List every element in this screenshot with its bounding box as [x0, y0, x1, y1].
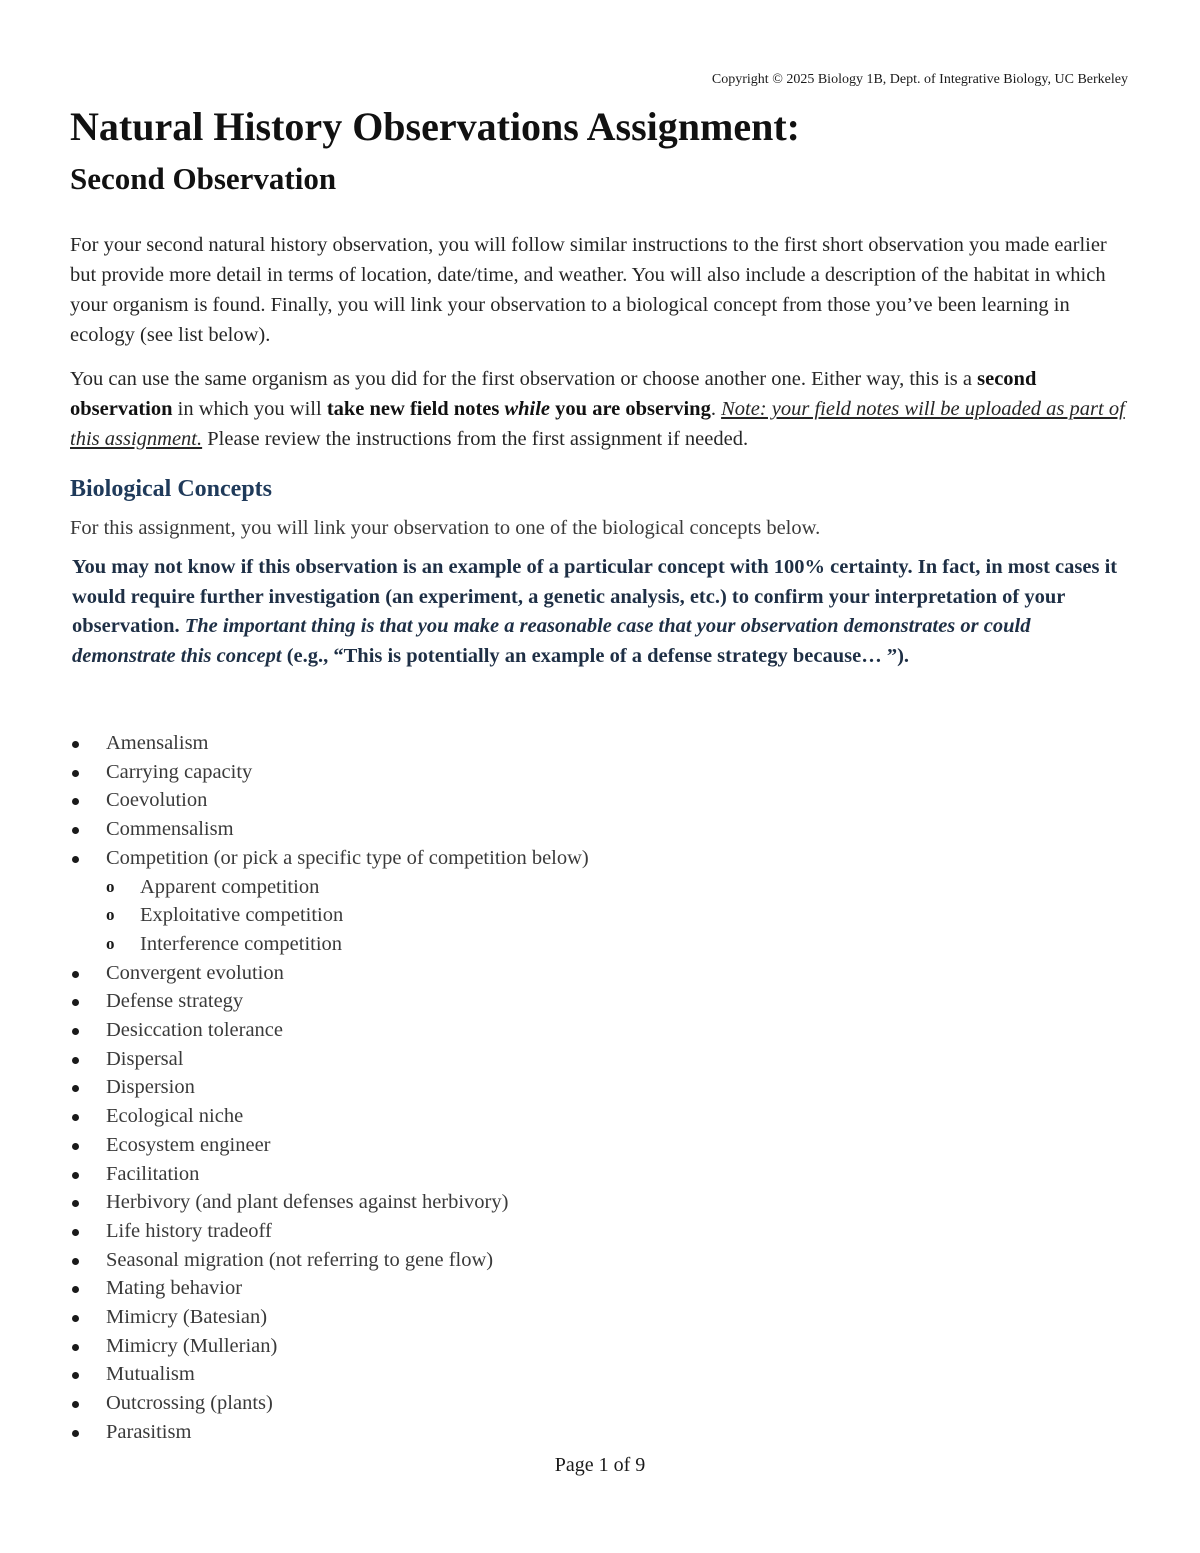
- document-title: Natural History Observations Assignment:: [70, 104, 800, 149]
- list-item: [70, 1332, 1070, 1361]
- concept-label: Herbivory (and plant defenses against herbivory): [106, 1191, 509, 1214]
- list-item: [70, 729, 1070, 758]
- text-run: You may not know if this observation is an example of a particular concept with 100% certainty. In fact, in most cases it would require further investigation (an experiment, a genetic analysis, etc.) to confirm your interpretation of your observation.: [72, 556, 1118, 637]
- list-item: [70, 1246, 1070, 1275]
- list-item: [70, 786, 1070, 815]
- competition-sublist: [70, 873, 1070, 959]
- concept-label: Life history tradeoff: [106, 1219, 272, 1242]
- bullet-icon: [72, 856, 79, 863]
- certainty-notice: [72, 553, 1132, 671]
- concept-label: Mutualism: [106, 1363, 195, 1386]
- list-item: [70, 844, 1070, 873]
- sub-list-item: [70, 873, 1070, 902]
- concept-label: Mimicry (Batesian): [106, 1306, 268, 1329]
- bullet-icon: [72, 971, 79, 978]
- section-heading: Biological Concepts: [70, 476, 272, 502]
- circle-bullet-icon: o: [106, 876, 115, 896]
- concept-label: Mimicry (Mullerian): [106, 1334, 278, 1357]
- concept-label: Exploitative competition: [140, 904, 344, 927]
- concept-label: Desiccation tolerance: [106, 1019, 284, 1041]
- bullet-icon: [72, 1286, 79, 1293]
- concept-list: [70, 729, 1070, 873]
- list-item: [70, 815, 1070, 844]
- list-item: [70, 987, 1070, 1016]
- document-subtitle: Second Observation: [70, 161, 337, 196]
- field-notes-note: Note: your field notes will be uploaded as part of this assignment.: [70, 398, 1125, 450]
- concept-label: Carrying capacity: [106, 760, 253, 783]
- list-item: [70, 1303, 1070, 1332]
- bullet-icon: [72, 1229, 79, 1236]
- text-run: You can use the same organism as you did for the first observation or choose another one. Either way, this is a: [70, 368, 978, 390]
- list-item: [70, 1418, 1070, 1447]
- bullet-icon: [72, 1085, 79, 1092]
- bold-italic-text: while: [504, 398, 551, 420]
- list-item: [70, 758, 1070, 787]
- bullet-icon: [72, 1200, 79, 1207]
- list-item: [70, 1389, 1070, 1418]
- copyright-notice: Copyright © 2025 Biology 1B, Dept. of Integrative Biology, UC Berkeley: [711, 72, 1128, 87]
- concept-label: Coevolution: [106, 789, 208, 812]
- bullet-icon: [72, 827, 79, 834]
- text-run: (e.g., “This is potentially an example of a defense strategy because… ”).: [281, 644, 910, 667]
- concept-label: Mating behavior: [106, 1277, 243, 1300]
- concept-label: Parasitism: [106, 1420, 192, 1443]
- text-run: in which you will: [172, 398, 327, 420]
- bullet-icon: [72, 999, 79, 1006]
- second-paragraph: [70, 364, 1130, 454]
- bullet-icon: [72, 741, 79, 748]
- bullet-icon: [72, 1372, 79, 1379]
- concept-label: Ecosystem engineer: [106, 1133, 271, 1156]
- list-item: [70, 1102, 1070, 1131]
- concept-label: Amensalism: [106, 732, 209, 754]
- list-item: [70, 1188, 1070, 1217]
- list-item: [70, 959, 1070, 988]
- italic-text: The important thing is that you make a reasonable case that your observation demonstrates or could demonstrate this concept: [72, 615, 1031, 667]
- concept-label: Dispersion: [106, 1076, 195, 1099]
- bullet-icon: [72, 770, 79, 777]
- bullet-icon: [72, 1258, 79, 1265]
- bullet-icon: [72, 798, 79, 805]
- bullet-icon: [72, 1315, 79, 1322]
- bullet-icon: [72, 1114, 79, 1121]
- concept-label: Outcrossing (plants): [106, 1392, 273, 1415]
- concept-label: Competition (or pick a specific type of competition below): [106, 846, 589, 869]
- text-run: .: [710, 398, 722, 420]
- list-item: [70, 1160, 1070, 1189]
- concept-label: Commensalism: [106, 818, 234, 841]
- concept-label: Ecological niche: [106, 1105, 244, 1128]
- text-run: Please review the instructions from the first assignment if needed.: [202, 428, 749, 450]
- concept-label: Dispersal: [106, 1047, 184, 1070]
- bullet-icon: [72, 1028, 79, 1035]
- list-item: [70, 1217, 1070, 1246]
- section-intro: For this assignment, you will link your observation to one of the biological concepts below.: [70, 517, 821, 539]
- concept-label: Interference competition: [140, 932, 343, 955]
- list-item: [70, 1360, 1070, 1389]
- sub-list-item: [70, 901, 1070, 930]
- list-item: [70, 1045, 1070, 1074]
- bullet-icon: [72, 1172, 79, 1179]
- bullet-icon: [72, 1430, 79, 1437]
- list-item: [70, 1274, 1070, 1303]
- bold-text: second observation: [70, 368, 1037, 420]
- bullet-icon: [72, 1057, 79, 1064]
- concept-label: Apparent competition: [140, 875, 320, 898]
- concept-list-continued: [70, 959, 1070, 1447]
- bullet-icon: [72, 1401, 79, 1408]
- intro-paragraph: For your second natural history observation, you will follow similar instructions to the first short observation you made earlier but provide more detail in terms of location, date/time, and weather. You will also include a description of the habitat in which your organism is found. Finally, you will link your observation to a biological concept from those you’ve been learning in ecology (see list below).: [70, 234, 1107, 346]
- circle-bullet-icon: o: [106, 905, 115, 925]
- bullet-icon: [72, 1143, 79, 1150]
- bold-text: you are observing: [550, 398, 711, 420]
- concept-label: Facilitation: [106, 1162, 200, 1185]
- bullet-icon: [72, 1344, 79, 1351]
- concept-label: Defense strategy: [106, 990, 244, 1013]
- circle-bullet-icon: o: [106, 933, 115, 953]
- intro-section: [70, 230, 1130, 468]
- sub-list-item: [70, 930, 1070, 959]
- list-item: [70, 1073, 1070, 1102]
- bold-text: take new field notes: [326, 398, 505, 420]
- concept-label: Convergent evolution: [106, 961, 284, 984]
- list-item: [70, 1016, 1070, 1045]
- page-number: Page 1 of 9: [554, 1454, 646, 1476]
- list-item: [70, 1131, 1070, 1160]
- concept-label: Seasonal migration (not referring to gene flow): [106, 1248, 494, 1271]
